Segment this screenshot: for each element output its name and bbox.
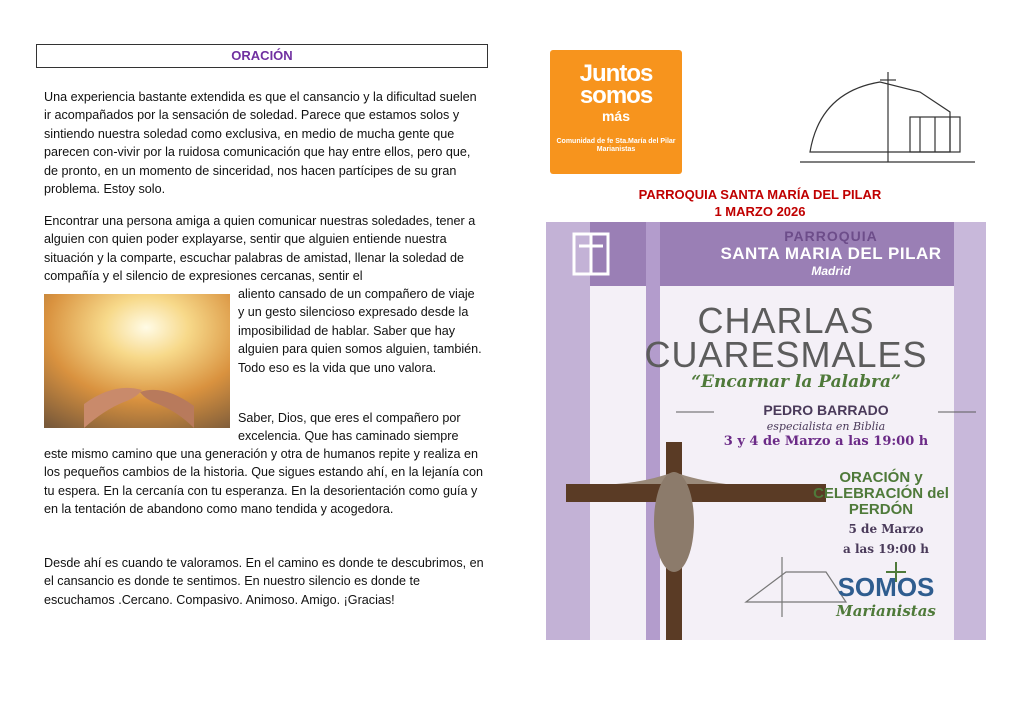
poster-event-2-date: 5 de Marzo: [848, 522, 924, 536]
hands-sunlight-image: [44, 294, 230, 428]
poster-title-line-2: CUARESMALES: [644, 334, 928, 375]
poster-speaker: PEDRO BARRADO: [763, 402, 889, 418]
logo-line-3: más: [601, 108, 631, 124]
logo-caption: Comunidad de fe Sta.María del Pilar Marianistas: [556, 138, 676, 153]
parish-name: PARROQUIA SANTA MARÍA DEL PILAR: [638, 187, 882, 202]
poster-brand-subtitle: Marianistas: [836, 602, 936, 620]
poster-parroquia: PARROQUIA: [784, 228, 878, 244]
poster-city: Madrid: [811, 264, 851, 278]
poster-motto: “Encarnar la Palabra”: [691, 372, 901, 392]
poster-event-2-time: a las 19:00 h: [843, 542, 929, 556]
poster-brand: SOMOS: [837, 572, 935, 602]
poster-parish-name: SANTA MARIA DEL PILAR: [720, 244, 942, 263]
section-heading: ORACIÓN: [36, 44, 488, 68]
poster-dates: 3 y 4 de Marzo a las 19:00 h: [723, 434, 929, 449]
poster-event-2: ORACIÓN y CELEBRACIÓN del PERDÓN: [813, 469, 949, 518]
paragraph-3-continued: este mismo camino que una generación y otra de humanos repite y realiza en los pequeños cambios de la historia. Que sigues estando ahí, en la lejanía con tu espera. En la cercanía con tu esperanza. En la desorientación como guía y en la tentación de abandono como mano tendida y acogedora.: [44, 447, 483, 517]
church-drawing-icon: [800, 72, 980, 172]
paragraph-1: Una experiencia bastante extendida es que el cansancio y la dificultad suelen ir acompañados por la sensación de soledad. Parece que estamos solos y sintiendo nuestra soledad como exclusiva, en medio de mucha gente que parecen con-vivir por la ruidosa comunicación que hay entre ellos, pero que, de pronto, en un momento de sinceridad, nos hacen partícipes de su gran problema. Estoy solo.: [44, 90, 477, 197]
paragraph-2-continued: aliento cansado de un compañero de viaje y un gesto silencioso expresado desde la imposibilidad de hablar. Saber que hay alguien para quien somos alguien, también. Todo eso es la vida que uno valora.: [238, 287, 482, 375]
paragraph-3-start: Saber, Dios, que eres el compañero por excelencia. Que has caminado siempre: [238, 411, 461, 444]
parish-date: 1 MARZO 2026: [714, 204, 806, 219]
parish-header: [610, 186, 910, 220]
logo-line-1: Juntos: [579, 60, 653, 87]
oracion-section: [36, 44, 488, 68]
paragraph-4: Desde ahí es cuando te valoramos. En el camino es donde te descubrimos, en el cansancio es donde te sentimos. En nuestro silencio es donde te escuchamos .Cercano. Compasivo. Animoso. Amigo. ¡Gracias!: [44, 556, 484, 607]
poster-speaker-role: especialista en Biblia: [766, 420, 886, 433]
paragraph-2: Encontrar una persona amiga a quien comunicar nuestras soledades, tener a alguien con quien poder explayarse, sentir que alguien entiende nuestra situación y la comparte, escuchar palabras de amistad, llenar la soledad de compañía y el silencio de expresiones cercanas, sentir el: [44, 214, 476, 284]
juntos-somos-mas-logo: [550, 50, 682, 174]
logo-line-2: somos: [579, 82, 653, 109]
lent-talks-poster: [546, 222, 986, 640]
poster-title-line-1: CHARLAS: [697, 300, 875, 341]
